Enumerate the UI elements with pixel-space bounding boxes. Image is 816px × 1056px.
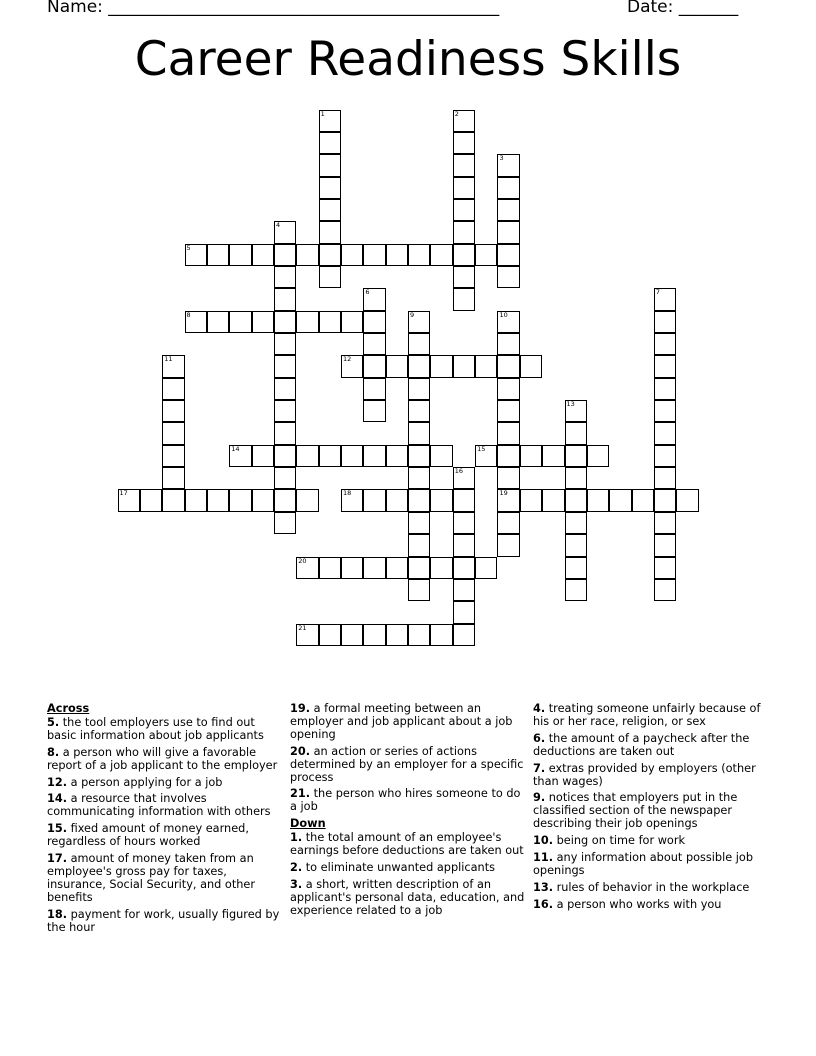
grid-cell[interactable] [453, 132, 475, 154]
clues-column-2 [290, 703, 526, 922]
grid-cell[interactable] [274, 512, 296, 534]
grid-cell[interactable] [296, 445, 318, 467]
grid-cell[interactable] [632, 489, 654, 511]
grid-cell[interactable] [408, 489, 430, 511]
grid-cell[interactable] [565, 489, 587, 511]
grid-cell[interactable] [207, 244, 229, 266]
grid-cell[interactable] [520, 445, 542, 467]
grid-cell[interactable] [162, 489, 184, 511]
clue-item [47, 717, 283, 743]
grid-cell[interactable] [565, 467, 587, 489]
clue-item [47, 823, 283, 849]
grid-cell[interactable] [430, 624, 452, 646]
grid-cell[interactable] [274, 445, 296, 467]
grid-cell[interactable] [654, 557, 676, 579]
grid-cell[interactable] [497, 378, 519, 400]
grid-cell[interactable] [408, 422, 430, 444]
grid-cell[interactable] [341, 624, 363, 646]
clue-item [290, 879, 526, 918]
grid-cell[interactable] [363, 333, 385, 355]
clue-num: 6. [533, 731, 546, 745]
grid-cell[interactable] [497, 445, 519, 467]
clue-number: 21 [298, 623, 307, 632]
grid-cell[interactable] [207, 489, 229, 511]
clue-item [290, 703, 526, 742]
grid-cell[interactable] [185, 244, 207, 266]
clue-item [290, 746, 526, 785]
date-field[interactable]: Date: _______ [627, 0, 739, 17]
grid-cell[interactable] [296, 489, 318, 511]
grid-cell[interactable] [408, 512, 430, 534]
clue-number: 18 [343, 489, 352, 498]
grid-cell[interactable] [296, 244, 318, 266]
grid-cell[interactable] [363, 445, 385, 467]
clue-text: a formal meeting between an employer and job applicant about a job opening [290, 702, 513, 741]
grid-cell[interactable] [363, 311, 385, 333]
grid-cell[interactable] [587, 489, 609, 511]
clue-number: 14 [231, 444, 240, 453]
clue-text: the total amount of an employee's earnings before deductions are taken out [290, 831, 524, 858]
clue-num: 20. [290, 744, 311, 758]
grid-cell[interactable] [341, 445, 363, 467]
grid-cell[interactable] [274, 489, 296, 511]
clue-number: 13 [566, 400, 575, 409]
grid-cell[interactable] [363, 244, 385, 266]
grid-cell[interactable] [252, 489, 274, 511]
grid-cell[interactable] [453, 601, 475, 623]
grid-cell[interactable] [319, 244, 341, 266]
clue-num: 14. [47, 792, 68, 806]
grid-cell[interactable] [252, 445, 274, 467]
clue-text: to eliminate unwanted applicants [302, 860, 496, 874]
grid-cell[interactable] [676, 489, 698, 511]
grid-cell[interactable] [386, 355, 408, 377]
grid-cell[interactable] [497, 154, 519, 176]
grid-cell[interactable] [430, 244, 452, 266]
grid-cell[interactable] [565, 400, 587, 422]
clue-item [47, 747, 283, 773]
grid-cell[interactable] [497, 534, 519, 556]
grid-cell[interactable] [408, 624, 430, 646]
grid-cell[interactable] [497, 400, 519, 422]
clue-item [533, 882, 769, 895]
grid-cell[interactable] [587, 445, 609, 467]
grid-cell[interactable] [453, 579, 475, 601]
grid-cell[interactable] [453, 512, 475, 534]
clue-item [533, 792, 769, 831]
clue-item [533, 852, 769, 878]
grid-cell[interactable] [497, 177, 519, 199]
grid-cell[interactable] [363, 355, 385, 377]
grid-cell[interactable] [319, 199, 341, 221]
grid-cell[interactable] [654, 400, 676, 422]
grid-cell[interactable] [319, 221, 341, 243]
grid-cell[interactable] [453, 355, 475, 377]
grid-cell[interactable] [386, 445, 408, 467]
clue-item [47, 793, 283, 819]
grid-cell[interactable] [497, 199, 519, 221]
clue-text: payment for work, usually figured by the hour [47, 907, 280, 934]
grid-cell[interactable] [565, 579, 587, 601]
clue-text: amount of money taken from an employee's gross pay for taxes, insurance, Social Security, and other benefits [47, 852, 256, 904]
grid-cell[interactable] [319, 177, 341, 199]
grid-cell[interactable] [408, 534, 430, 556]
grid-cell[interactable] [542, 445, 564, 467]
grid-cell[interactable] [408, 445, 430, 467]
grid-cell[interactable] [274, 221, 296, 243]
grid-cell[interactable] [408, 557, 430, 579]
clue-number: 1 [320, 109, 325, 118]
grid-cell[interactable] [341, 244, 363, 266]
grid-cell[interactable] [162, 467, 184, 489]
grid-cell[interactable] [274, 244, 296, 266]
clue-item [533, 899, 769, 912]
grid-cell[interactable] [430, 557, 452, 579]
clue-num: 5. [47, 715, 60, 729]
clue-text: the amount of a paycheck after the deductions are taken out [533, 731, 750, 758]
clue-text: notices that employers put in the classified section of the newspaper describing their job openings [533, 791, 738, 831]
grid-cell[interactable] [565, 557, 587, 579]
clue-num: 9. [533, 791, 546, 805]
clue-text: the tool employers use to find out basic information about job applicants [47, 715, 264, 742]
grid-cell[interactable] [453, 199, 475, 221]
grid-cell[interactable] [229, 244, 251, 266]
grid-cell[interactable] [363, 489, 385, 511]
clue-item [533, 703, 769, 729]
grid-cell[interactable] [497, 266, 519, 288]
clue-number: 15 [477, 444, 486, 453]
grid-cell[interactable] [408, 467, 430, 489]
clue-item [290, 862, 526, 875]
clue-num: 17. [47, 852, 68, 866]
clue-num: 7. [533, 761, 546, 775]
grid-cell[interactable] [453, 467, 475, 489]
clue-text: a resource that involves communicating information with others [47, 792, 271, 819]
clue-num: 18. [47, 907, 68, 921]
clue-num: 2. [290, 860, 303, 874]
clue-item [290, 788, 526, 814]
grid-cell[interactable] [497, 355, 519, 377]
clue-number: 16 [454, 467, 464, 476]
grid-cell[interactable] [319, 557, 341, 579]
grid-cell[interactable] [162, 445, 184, 467]
grid-cell[interactable] [319, 311, 341, 333]
clue-number: 11 [164, 355, 173, 364]
grid-cell[interactable] [274, 333, 296, 355]
grid-cell[interactable] [654, 489, 676, 511]
clue-number: 20 [298, 556, 307, 565]
grid-cell[interactable] [341, 311, 363, 333]
grid-cell[interactable] [408, 579, 430, 601]
grid-cell[interactable] [319, 266, 341, 288]
grid-cell[interactable] [453, 221, 475, 243]
grid-cell[interactable] [497, 221, 519, 243]
grid-cell[interactable] [654, 422, 676, 444]
clue-number: 17 [119, 489, 128, 498]
grid-cell[interactable] [654, 355, 676, 377]
clue-text: the person who hires someone to do a job [290, 787, 521, 814]
clue-num: 15. [47, 822, 68, 836]
grid-cell[interactable] [274, 400, 296, 422]
grid-cell[interactable] [274, 288, 296, 310]
clue-num: 11. [533, 851, 554, 865]
grid-cell[interactable] [565, 422, 587, 444]
clue-num: 13. [533, 880, 554, 894]
grid-cell[interactable] [296, 624, 318, 646]
grid-cell[interactable] [296, 557, 318, 579]
clue-number: 2 [454, 109, 459, 118]
grid-cell[interactable] [386, 489, 408, 511]
grid-cell[interactable] [475, 355, 497, 377]
grid-cell[interactable] [252, 311, 274, 333]
grid-cell[interactable] [185, 311, 207, 333]
grid-cell[interactable] [386, 244, 408, 266]
grid-cell[interactable] [654, 467, 676, 489]
grid-cell[interactable] [319, 445, 341, 467]
clue-item [47, 853, 283, 905]
grid-cell[interactable] [162, 355, 184, 377]
grid-cell[interactable] [453, 489, 475, 511]
grid-cell[interactable] [363, 400, 385, 422]
clue-num: 1. [290, 831, 303, 845]
grid-cell[interactable] [453, 244, 475, 266]
grid-cell[interactable] [207, 311, 229, 333]
grid-cell[interactable] [542, 489, 564, 511]
clue-num: 16. [533, 897, 554, 911]
clue-text: a short, written description of an applicant's personal data, education, and experience related to a job [290, 877, 525, 917]
grid-cell[interactable] [654, 288, 676, 310]
grid-cell[interactable] [229, 489, 251, 511]
grid-cell[interactable] [319, 132, 341, 154]
grid-cell[interactable] [520, 489, 542, 511]
grid-cell[interactable] [408, 378, 430, 400]
clue-text: rules of behavior in the workplace [553, 880, 750, 894]
grid-cell[interactable] [341, 557, 363, 579]
grid-cell[interactable] [453, 266, 475, 288]
grid-cell[interactable] [497, 244, 519, 266]
grid-cell[interactable] [274, 311, 296, 333]
grid-cell[interactable] [654, 333, 676, 355]
clue-item [47, 909, 283, 935]
clue-num: 10. [533, 834, 554, 848]
clue-number: 3 [499, 154, 504, 163]
clue-text: a person applying for a job [67, 775, 223, 789]
grid-cell[interactable] [363, 288, 385, 310]
clue-num: 3. [290, 877, 303, 891]
grid-cell[interactable] [453, 177, 475, 199]
grid-cell[interactable] [229, 445, 251, 467]
grid-cell[interactable] [319, 154, 341, 176]
grid-cell[interactable] [363, 624, 385, 646]
clue-number: 7 [655, 288, 661, 297]
grid-cell[interactable] [363, 378, 385, 400]
grid-cell[interactable] [185, 489, 207, 511]
grid-cell[interactable] [408, 244, 430, 266]
clue-item [533, 835, 769, 848]
grid-cell[interactable] [274, 467, 296, 489]
page-title: Career Readiness Skills [134, 32, 682, 87]
grid-cell[interactable] [118, 489, 140, 511]
down-heading: Down [290, 817, 326, 831]
grid-cell[interactable] [252, 244, 274, 266]
grid-cell[interactable] [497, 512, 519, 534]
grid-cell[interactable] [229, 311, 251, 333]
clue-text: a person who works with you [553, 897, 722, 911]
grid-cell[interactable] [274, 422, 296, 444]
grid-cell[interactable] [430, 355, 452, 377]
grid-cell[interactable] [408, 311, 430, 333]
clue-text: fixed amount of money earned, regardless of hours worked [47, 822, 249, 849]
grid-cell[interactable] [453, 154, 475, 176]
grid-cell[interactable] [140, 489, 162, 511]
grid-cell[interactable] [497, 467, 519, 489]
clue-text: treating someone unfairly because of his or her race, religion, or sex [533, 702, 761, 728]
clue-text: an action or series of actions determined by an employer for a specific process [290, 744, 524, 784]
grid-cell[interactable] [274, 378, 296, 400]
clue-number: 4 [275, 221, 281, 230]
clue-num: 4. [533, 702, 546, 715]
grid-cell[interactable] [654, 311, 676, 333]
grid-cell[interactable] [341, 489, 363, 511]
grid-cell[interactable] [654, 512, 676, 534]
grid-cell[interactable] [162, 378, 184, 400]
clue-number: 10 [499, 310, 508, 319]
grid-cell[interactable] [497, 311, 519, 333]
grid-cell[interactable] [565, 512, 587, 534]
clues-column-3 [533, 703, 769, 916]
grid-cell[interactable] [609, 489, 631, 511]
clue-text: extras provided by employers (other than wages) [533, 761, 756, 788]
grid-cell[interactable] [453, 110, 475, 132]
grid-cell[interactable] [654, 534, 676, 556]
clue-num: 12. [47, 775, 68, 789]
grid-cell[interactable] [162, 400, 184, 422]
grid-cell[interactable] [386, 557, 408, 579]
grid-cell[interactable] [497, 489, 519, 511]
grid-cell[interactable] [319, 110, 341, 132]
clue-number: 8 [186, 310, 191, 319]
grid-cell[interactable] [453, 557, 475, 579]
grid-cell[interactable] [430, 445, 452, 467]
grid-cell[interactable] [363, 557, 385, 579]
clue-text: any information about possible job openings [533, 851, 754, 877]
grid-cell[interactable] [475, 244, 497, 266]
grid-cell[interactable] [408, 355, 430, 377]
grid-cell[interactable] [386, 624, 408, 646]
grid-cell[interactable] [565, 445, 587, 467]
grid-cell[interactable] [475, 557, 497, 579]
grid-cell[interactable] [654, 579, 676, 601]
clues-column-1 [47, 703, 283, 939]
clue-num: 21. [290, 787, 311, 801]
clue-number: 19 [499, 489, 508, 498]
grid-cell[interactable] [408, 333, 430, 355]
grid-cell[interactable] [497, 333, 519, 355]
grid-cell[interactable] [319, 624, 341, 646]
grid-cell[interactable] [296, 311, 318, 333]
clue-text: a person who will give a favorable report of a job applicant to the employer [47, 745, 278, 772]
clue-item [290, 832, 526, 858]
grid-cell[interactable] [520, 355, 542, 377]
clue-text: being on time for work [553, 834, 686, 848]
grid-cell[interactable] [654, 445, 676, 467]
grid-cell[interactable] [408, 400, 430, 422]
grid-cell[interactable] [453, 288, 475, 310]
clue-number: 9 [410, 310, 415, 319]
grid-cell[interactable] [274, 355, 296, 377]
grid-cell[interactable] [453, 534, 475, 556]
grid-cell[interactable] [497, 422, 519, 444]
clue-number: 5 [186, 243, 191, 252]
clue-item [533, 763, 769, 789]
grid-cell[interactable] [453, 624, 475, 646]
grid-cell[interactable] [274, 266, 296, 288]
across-heading: Across [47, 702, 90, 715]
clue-number: 6 [365, 288, 370, 297]
clue-item [533, 733, 769, 759]
grid-cell[interactable] [430, 489, 452, 511]
grid-cell[interactable] [654, 378, 676, 400]
clue-item [47, 777, 283, 790]
clue-num: 19. [290, 702, 311, 715]
name-field[interactable]: Name: ______________________________________________ [47, 0, 500, 17]
clue-number: 12 [343, 355, 352, 364]
grid-cell[interactable] [565, 534, 587, 556]
clue-num: 8. [47, 745, 60, 759]
grid-cell[interactable] [341, 355, 363, 377]
grid-cell[interactable] [162, 422, 184, 444]
grid-cell[interactable] [475, 445, 497, 467]
